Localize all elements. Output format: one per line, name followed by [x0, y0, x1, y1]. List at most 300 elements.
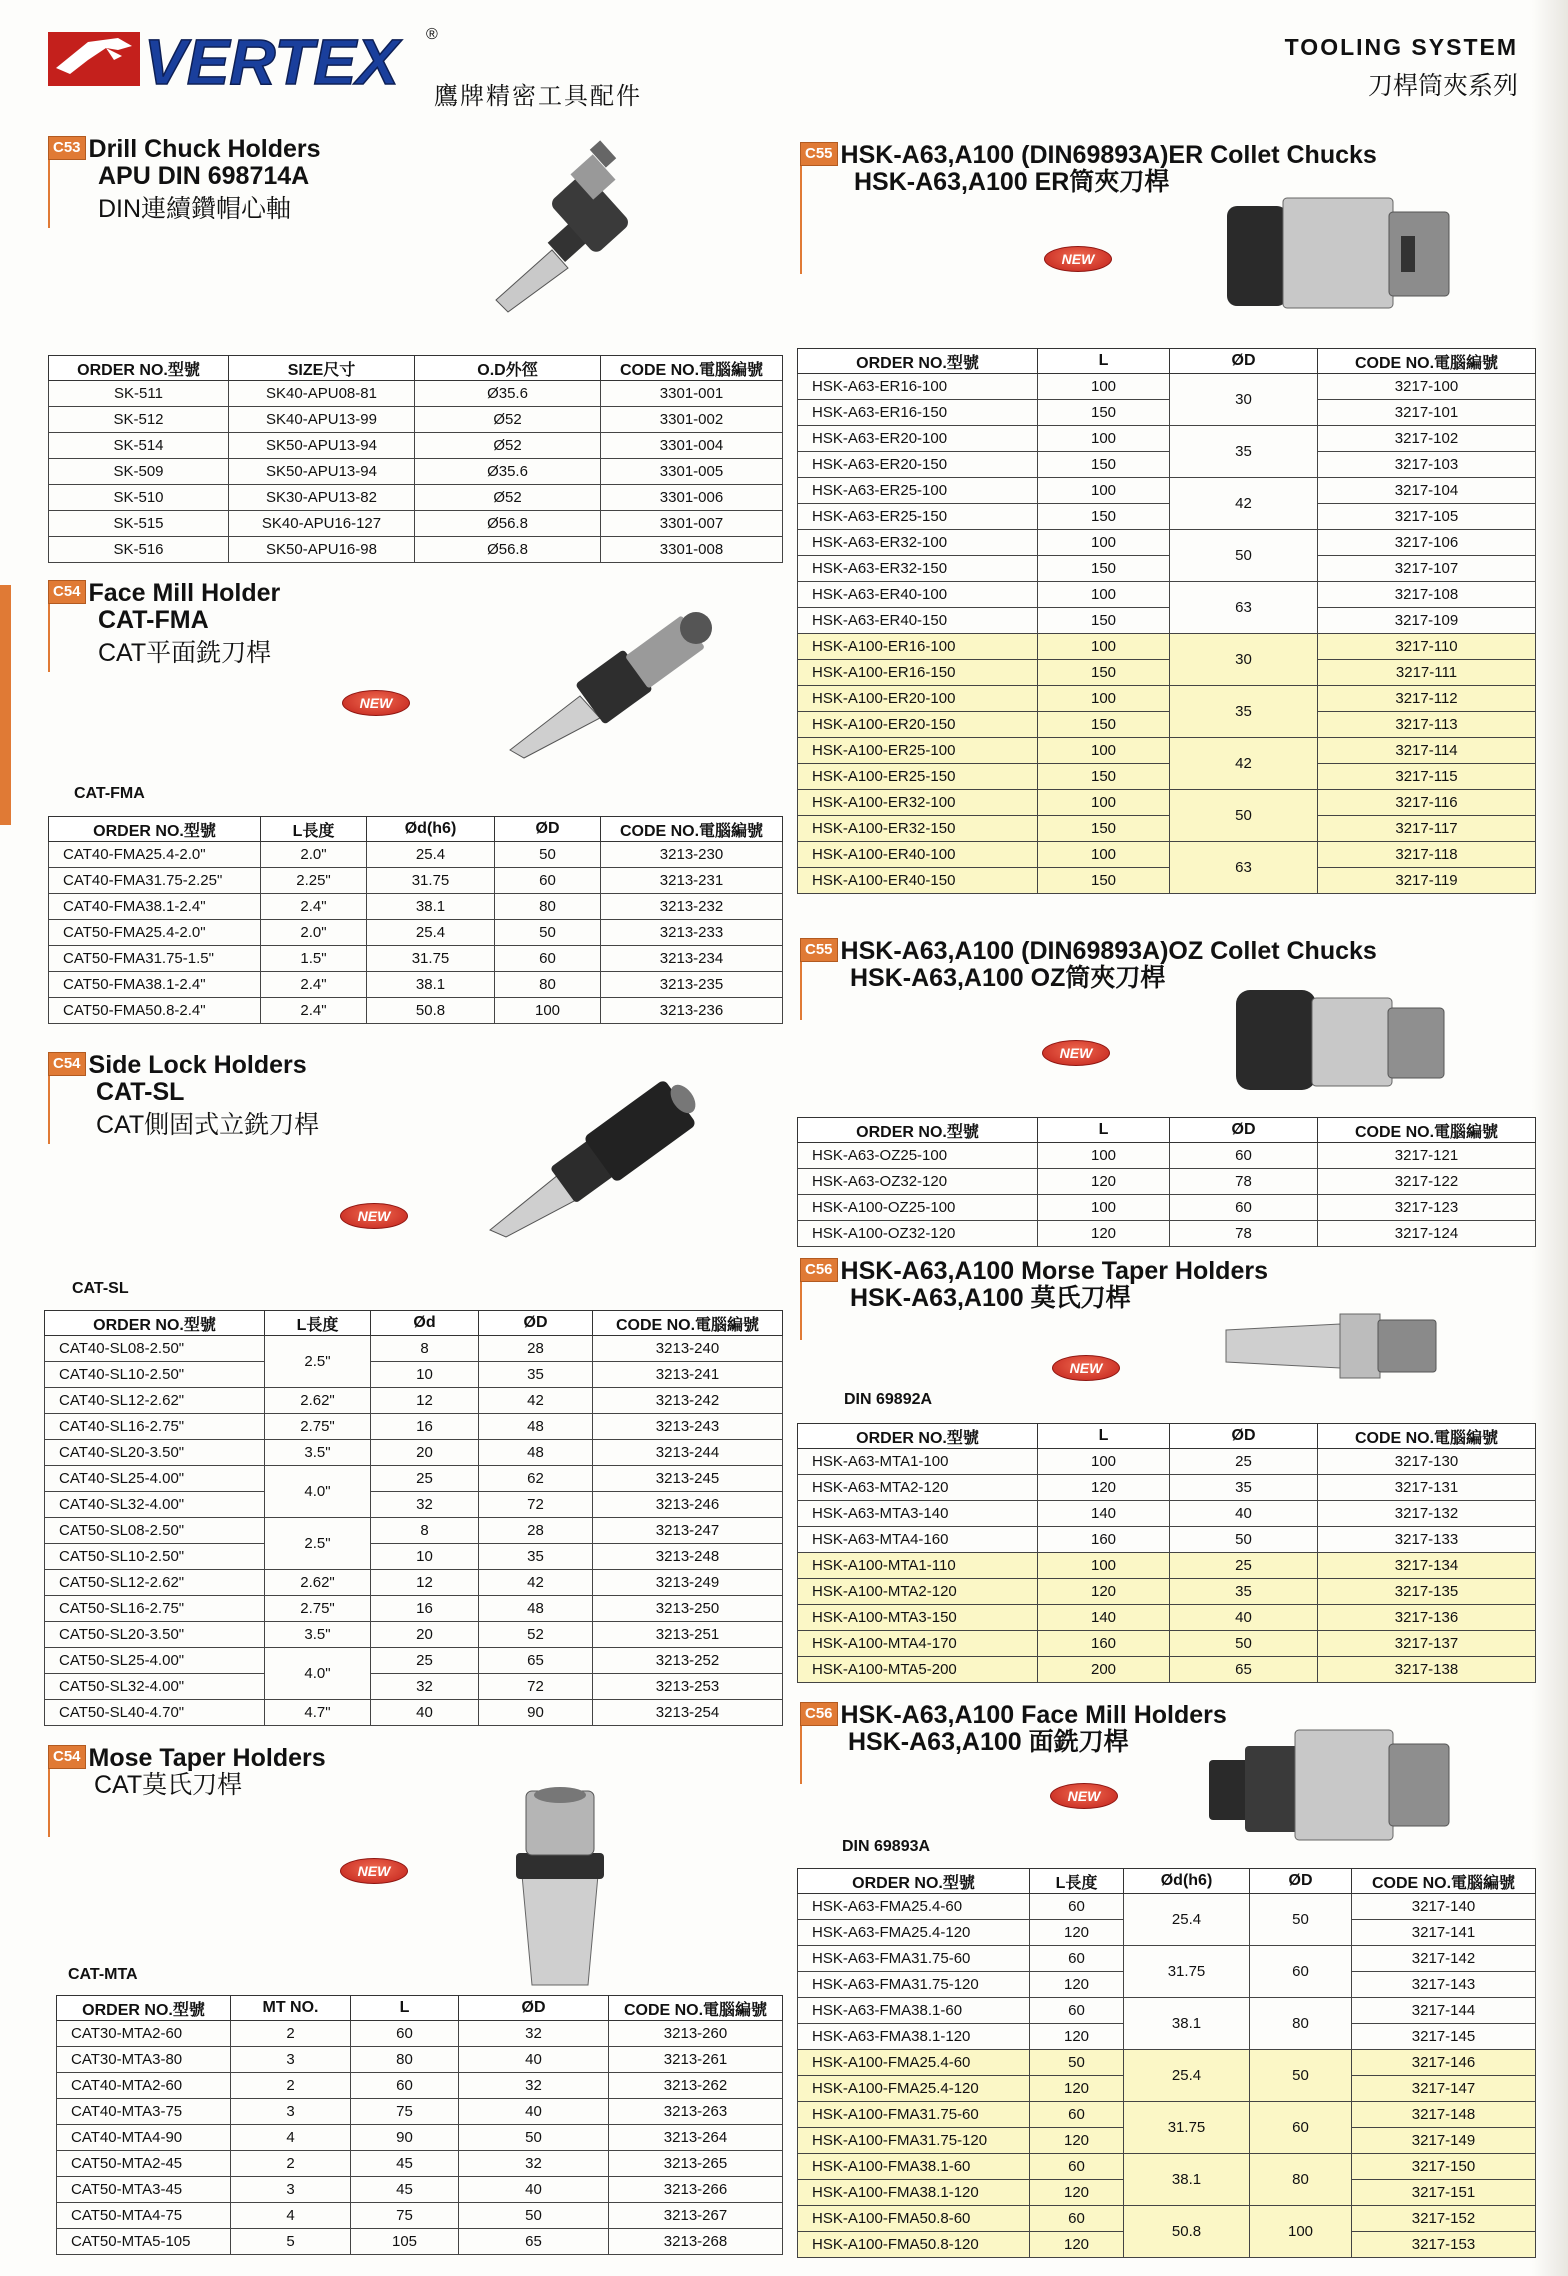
order-no-cell: SK-516	[49, 537, 229, 563]
table-cell: 3213-230	[601, 842, 783, 868]
order-no-cell: CAT40-SL32-4.00"	[45, 1492, 265, 1518]
oz-collet-table	[797, 1117, 1536, 1247]
table-cell: 3217-111	[1318, 660, 1536, 686]
table-cell: Ø35.6	[415, 381, 601, 407]
table-cell: 100	[1038, 1143, 1170, 1169]
order-no-cell: HSK-A100-ER32-100	[798, 790, 1038, 816]
column-header: CODE NO.電腦編號	[593, 1311, 783, 1336]
order-no-cell: CAT50-FMA31.75-1.5"	[49, 946, 261, 972]
table-row	[45, 1492, 783, 1518]
table-row	[798, 2050, 1536, 2076]
table-row	[45, 1414, 783, 1440]
order-no-cell: CAT50-SL40-4.70"	[45, 1700, 265, 1726]
table-cell: 45	[351, 2177, 459, 2203]
table-cell: 35	[1170, 1475, 1318, 1501]
section-bracket	[48, 1767, 58, 1837]
table-row	[798, 1998, 1536, 2024]
column-header: ØD	[459, 1996, 609, 2021]
table-cell: 150	[1038, 400, 1170, 426]
table-cell: 31.75	[367, 868, 495, 894]
table-row	[798, 634, 1536, 660]
table-cell: 3213-253	[593, 1674, 783, 1700]
table-cell: 12	[371, 1388, 479, 1414]
column-header: ØD	[479, 1311, 593, 1336]
order-no-cell: CAT50-SL20-3.50"	[45, 1622, 265, 1648]
table-cell: 3.5"	[265, 1622, 371, 1648]
page-header	[48, 18, 1518, 110]
column-header: ØD	[495, 817, 601, 842]
table-cell: 45	[351, 2151, 459, 2177]
table-cell: 20	[371, 1440, 479, 1466]
table-cell: 3	[231, 2177, 351, 2203]
column-header: SIZE尺寸	[229, 356, 415, 381]
table-cell: 100	[1038, 790, 1170, 816]
table-cell: 50	[495, 842, 601, 868]
section-mose-taper-holders	[48, 1745, 326, 1802]
section-code: C54	[48, 1052, 86, 1076]
table-cell: 63	[1170, 842, 1318, 894]
table-cell: 3213-233	[601, 920, 783, 946]
table-row	[798, 686, 1536, 712]
table-row	[49, 407, 783, 433]
table-row	[798, 1449, 1536, 1475]
table-cell: 3213-244	[593, 1440, 783, 1466]
table-row	[798, 582, 1536, 608]
tooling-system-chinese: 刀桿筒夾系列	[1367, 72, 1518, 100]
hsk-face-mill-image	[1205, 1720, 1455, 1850]
table-cell: 48	[479, 1440, 593, 1466]
table-cell: 2.75"	[265, 1596, 371, 1622]
table-cell: 3217-140	[1352, 1894, 1536, 1920]
table-cell: 50	[1170, 790, 1318, 842]
order-no-cell: HSK-A100-ER40-100	[798, 842, 1038, 868]
table-cell: 2.62"	[265, 1388, 371, 1414]
table-cell: 32	[459, 2073, 609, 2099]
table-cell: 35	[1170, 686, 1318, 738]
order-no-cell: CAT40-MTA2-60	[57, 2073, 231, 2099]
section-chinese-title: CAT側固式立銑刀桿	[96, 1111, 320, 1139]
order-no-cell: HSK-A100-FMA31.75-60	[798, 2102, 1030, 2128]
table-cell: 150	[1038, 712, 1170, 738]
column-header: ORDER NO.型號	[49, 817, 261, 842]
table-cell: 2.62"	[265, 1570, 371, 1596]
table-cell: 32	[459, 2151, 609, 2177]
table-cell: 2	[231, 2151, 351, 2177]
new-badge: NEW	[340, 1858, 408, 1884]
table-cell: 3217-107	[1318, 556, 1536, 582]
table-cell: 120	[1030, 2232, 1124, 2258]
table-cell: 40	[459, 2099, 609, 2125]
column-header: CODE NO.電腦編號	[609, 1996, 783, 2021]
table-subtitle: DIN 69893A	[842, 1838, 931, 1855]
table-cell: 4	[231, 2203, 351, 2229]
table-cell: 150	[1038, 608, 1170, 634]
table-row	[49, 920, 783, 946]
table-cell: 3213-254	[593, 1700, 783, 1726]
table-cell: 105	[351, 2229, 459, 2255]
order-no-cell: HSK-A100-MTA5-200	[798, 1657, 1038, 1683]
order-no-cell: HSK-A63-OZ32-120	[798, 1169, 1038, 1195]
order-no-cell: HSK-A100-MTA4-170	[798, 1631, 1038, 1657]
order-no-cell: HSK-A100-ER16-100	[798, 634, 1038, 660]
table-row	[45, 1518, 783, 1544]
new-badge: NEW	[1050, 1783, 1118, 1809]
table-cell: 3213-236	[601, 998, 783, 1024]
table-cell: 2.0"	[261, 920, 367, 946]
table-cell: SK30-APU13-82	[229, 485, 415, 511]
table-cell: 3217-122	[1318, 1169, 1536, 1195]
table-cell: 3217-146	[1352, 2050, 1536, 2076]
table-cell: 90	[351, 2125, 459, 2151]
table-cell: Ø52	[415, 485, 601, 511]
table-row	[798, 1946, 1536, 1972]
order-no-cell: CAT40-MTA4-90	[57, 2125, 231, 2151]
table-cell: 42	[1170, 738, 1318, 790]
table-cell: 100	[1038, 634, 1170, 660]
table-cell: 3301-007	[601, 511, 783, 537]
table-cell: 60	[1030, 2102, 1124, 2128]
table-cell: 3213-231	[601, 868, 783, 894]
order-no-cell: HSK-A100-ER20-150	[798, 712, 1038, 738]
table-cell: 80	[351, 2047, 459, 2073]
table-cell: SK50-APU13-94	[229, 459, 415, 485]
order-no-cell: HSK-A63-ER32-100	[798, 530, 1038, 556]
table-cell: 78	[1170, 1169, 1318, 1195]
table-cell: SK40-APU13-99	[229, 407, 415, 433]
column-header: ØD	[1170, 349, 1318, 374]
order-no-cell: CAT40-FMA31.75-2.25"	[49, 868, 261, 894]
table-cell: 5	[231, 2229, 351, 2255]
table-cell: 3.5"	[265, 1440, 371, 1466]
table-cell: 50	[1030, 2050, 1124, 2076]
order-no-cell: CAT50-FMA38.1-2.4"	[49, 972, 261, 998]
order-no-cell: CAT40-SL08-2.50"	[45, 1336, 265, 1362]
table-cell: 3301-002	[601, 407, 783, 433]
table-cell: 150	[1038, 452, 1170, 478]
order-no-cell: CAT50-SL25-4.00"	[45, 1648, 265, 1674]
table-cell: 3213-251	[593, 1622, 783, 1648]
table-cell: 60	[1030, 2206, 1124, 2232]
section-title: HSK-A63,A100 Morse Taper Holders	[840, 1257, 1268, 1285]
order-no-cell: CAT40-MTA3-75	[57, 2099, 231, 2125]
column-header: ORDER NO.型號	[45, 1311, 265, 1336]
order-no-cell: HSK-A100-FMA38.1-60	[798, 2154, 1030, 2180]
page-gutter	[1532, 0, 1568, 2276]
order-no-cell: CAT40-FMA25.4-2.0"	[49, 842, 261, 868]
table-row	[798, 452, 1536, 478]
column-header: L長度	[265, 1311, 371, 1336]
table-subtitle: DIN 69892A	[844, 1391, 933, 1408]
table-cell: 8	[371, 1518, 479, 1544]
table-cell: 75	[351, 2099, 459, 2125]
table-cell: 80	[1250, 2154, 1352, 2206]
table-cell: 3217-102	[1318, 426, 1536, 452]
table-row	[49, 894, 783, 920]
table-cell: 3217-106	[1318, 530, 1536, 556]
table-cell: 30	[1170, 374, 1318, 426]
table-cell: 100	[1038, 1195, 1170, 1221]
order-no-cell: HSK-A63-ER16-100	[798, 374, 1038, 400]
order-no-cell: HSK-A63-MTA4-160	[798, 1527, 1038, 1553]
section-code: C56	[800, 1258, 838, 1282]
section-bracket	[48, 158, 58, 228]
table-cell: 42	[479, 1570, 593, 1596]
table-cell: 100	[1038, 738, 1170, 764]
table-row	[57, 2177, 783, 2203]
face-mill-table	[48, 816, 783, 1024]
hsk-morse-taper-table	[797, 1423, 1536, 1683]
table-cell: 3213-262	[609, 2073, 783, 2099]
table-cell: 150	[1038, 868, 1170, 894]
mose-taper-holder-image	[480, 1775, 640, 1995]
order-no-cell: CAT40-SL25-4.00"	[45, 1466, 265, 1492]
table-cell: 2.25"	[261, 868, 367, 894]
table-cell: 40	[459, 2047, 609, 2073]
table-cell: 3217-143	[1352, 1972, 1536, 1998]
table-cell: 3217-110	[1318, 634, 1536, 660]
table-row	[49, 485, 783, 511]
table-cell: 48	[479, 1414, 593, 1440]
table-cell: 3217-144	[1352, 1998, 1536, 2024]
order-no-cell: HSK-A100-FMA38.1-120	[798, 2180, 1030, 2206]
section-bracket	[800, 960, 810, 1020]
table-cell: 2.5"	[265, 1518, 371, 1570]
section-bracket	[48, 1074, 58, 1144]
new-badge: NEW	[1052, 1355, 1120, 1381]
table-row	[49, 433, 783, 459]
order-no-cell: SK-512	[49, 407, 229, 433]
table-row	[798, 374, 1536, 400]
table-cell: 3213-265	[609, 2151, 783, 2177]
table-cell: 90	[479, 1700, 593, 1726]
table-row	[798, 712, 1536, 738]
section-chinese-title: DIN連續鑽帽心軸	[98, 195, 292, 223]
table-cell: 60	[1170, 1143, 1318, 1169]
table-row	[45, 1700, 783, 1726]
column-header: ORDER NO.型號	[49, 356, 229, 381]
table-cell: 12	[371, 1570, 479, 1596]
column-header: ORDER NO.型號	[798, 1424, 1038, 1449]
table-cell: 3217-119	[1318, 868, 1536, 894]
table-subtitle: CAT-MTA	[68, 1966, 138, 1983]
table-cell: 31.75	[1124, 2102, 1250, 2154]
table-cell: 65	[1170, 1657, 1318, 1683]
er-collet-table	[797, 348, 1536, 894]
table-cell: 50	[1170, 1527, 1318, 1553]
er-collet-chuck-image	[1225, 192, 1455, 317]
table-subtitle: CAT-SL	[72, 1280, 129, 1297]
table-cell: 80	[1250, 1998, 1352, 2050]
table-cell: 3213-240	[593, 1336, 783, 1362]
table-cell: 3217-153	[1352, 2232, 1536, 2258]
table-cell: 25	[371, 1648, 479, 1674]
table-cell: Ø56.8	[415, 537, 601, 563]
table-cell: 120	[1038, 1579, 1170, 1605]
table-cell: 65	[479, 1648, 593, 1674]
table-cell: 4.7"	[265, 1700, 371, 1726]
table-row	[798, 556, 1536, 582]
order-no-cell: HSK-A63-MTA1-100	[798, 1449, 1038, 1475]
table-cell: Ø56.8	[415, 511, 601, 537]
column-header: L長度	[261, 817, 367, 842]
table-row	[45, 1596, 783, 1622]
table-row	[798, 660, 1536, 686]
section-subtitle: HSK-A63,A100 面銑刀桿	[848, 1728, 1129, 1756]
table-cell: 3217-145	[1352, 2024, 1536, 2050]
table-row	[798, 1657, 1536, 1683]
column-header: L	[351, 1996, 459, 2021]
order-no-cell: HSK-A63-ER32-150	[798, 556, 1038, 582]
table-row	[798, 400, 1536, 426]
table-cell: 32	[371, 1674, 479, 1700]
table-cell: 80	[495, 894, 601, 920]
table-cell: 50	[459, 2125, 609, 2151]
table-cell: 160	[1038, 1631, 1170, 1657]
table-cell: 60	[1030, 1894, 1124, 1920]
table-cell: 40	[1170, 1605, 1318, 1631]
column-header: Ød(h6)	[1124, 1869, 1250, 1894]
table-row	[45, 1622, 783, 1648]
table-cell: 3217-101	[1318, 400, 1536, 426]
side-lock-table	[44, 1310, 783, 1726]
table-cell: 3217-135	[1318, 1579, 1536, 1605]
table-cell: 16	[371, 1414, 479, 1440]
table-row	[45, 1570, 783, 1596]
table-cell: 25.4	[1124, 2050, 1250, 2102]
order-no-cell: CAT50-FMA50.8-2.4"	[49, 998, 261, 1024]
table-cell: 120	[1030, 2180, 1124, 2206]
table-cell: 60	[1030, 2154, 1124, 2180]
table-cell: 10	[371, 1362, 479, 1388]
table-cell: 120	[1030, 2076, 1124, 2102]
table-cell: 80	[495, 972, 601, 998]
table-cell: 1.5"	[261, 946, 367, 972]
table-cell: 50.8	[1124, 2206, 1250, 2258]
table-cell: 50.8	[367, 998, 495, 1024]
order-no-cell: HSK-A63-MTA3-140	[798, 1501, 1038, 1527]
table-row	[798, 1579, 1536, 1605]
table-cell: 200	[1038, 1657, 1170, 1683]
order-no-cell: HSK-A100-ER25-150	[798, 764, 1038, 790]
order-no-cell: HSK-A63-FMA25.4-60	[798, 1894, 1030, 1920]
drill-chuck-holder-image	[482, 130, 642, 315]
table-cell: 3213-268	[609, 2229, 783, 2255]
table-cell: 3217-138	[1318, 1657, 1536, 1683]
table-cell: 31.75	[1124, 1946, 1250, 1998]
new-badge: NEW	[1044, 246, 1112, 272]
table-row	[57, 2021, 783, 2047]
table-cell: 160	[1038, 1527, 1170, 1553]
table-row	[798, 764, 1536, 790]
table-row	[798, 1169, 1536, 1195]
order-no-cell: HSK-A63-ER40-150	[798, 608, 1038, 634]
section-drill-chuck-holders	[48, 136, 321, 226]
table-cell: 60	[495, 868, 601, 894]
table-cell: 40	[1170, 1501, 1318, 1527]
table-row	[798, 1143, 1536, 1169]
table-cell: 50	[1170, 1631, 1318, 1657]
table-cell: 3	[231, 2099, 351, 2125]
table-cell: 50	[1250, 1894, 1352, 1946]
table-row	[798, 2102, 1536, 2128]
table-cell: 2.4"	[261, 894, 367, 920]
order-no-cell: SK-509	[49, 459, 229, 485]
table-cell: 25.4	[367, 920, 495, 946]
section-subtitle: CAT-FMA	[98, 606, 209, 634]
table-row	[798, 1501, 1536, 1527]
table-cell: 3217-142	[1352, 1946, 1536, 1972]
column-header: CODE NO.電腦編號	[601, 817, 783, 842]
column-header: O.D外徑	[415, 356, 601, 381]
order-no-cell: CAT50-MTA2-45	[57, 2151, 231, 2177]
table-cell: 60	[1250, 2102, 1352, 2154]
section-title: HSK-A63,A100 (DIN69893A)ER Collet Chucks	[840, 141, 1377, 169]
table-cell: 38.1	[367, 894, 495, 920]
order-no-cell: CAT30-MTA2-60	[57, 2021, 231, 2047]
table-row	[45, 1362, 783, 1388]
table-cell: 3217-148	[1352, 2102, 1536, 2128]
table-cell: 3301-005	[601, 459, 783, 485]
column-header: ØD	[1170, 1118, 1318, 1143]
column-header: ORDER NO.型號	[798, 1869, 1030, 1894]
table-cell: 72	[479, 1492, 593, 1518]
section-subtitle: APU DIN 698714A	[98, 162, 310, 190]
table-cell: 3213-247	[593, 1518, 783, 1544]
table-row	[798, 842, 1536, 868]
table-cell: 150	[1038, 816, 1170, 842]
section-bracket	[800, 1724, 810, 1784]
section-title: Mose Taper Holders	[88, 1744, 326, 1772]
section-code: C54	[48, 1745, 86, 1769]
table-cell: 3217-141	[1352, 1920, 1536, 1946]
table-row	[798, 1605, 1536, 1631]
order-no-cell: HSK-A63-OZ25-100	[798, 1143, 1038, 1169]
table-row	[798, 2206, 1536, 2232]
order-no-cell: CAT50-FMA25.4-2.0"	[49, 920, 261, 946]
table-cell: 25	[1170, 1553, 1318, 1579]
order-no-cell: HSK-A100-FMA31.75-120	[798, 2128, 1030, 2154]
table-cell: 100	[1038, 1449, 1170, 1475]
table-cell: 3217-123	[1318, 1195, 1536, 1221]
table-cell: 52	[479, 1622, 593, 1648]
table-cell: 42	[479, 1388, 593, 1414]
table-cell: 3301-006	[601, 485, 783, 511]
brand-chinese-name: 鷹牌精密工具配件	[434, 83, 642, 110]
order-no-cell: HSK-A100-ER25-100	[798, 738, 1038, 764]
table-cell: 32	[371, 1492, 479, 1518]
table-row	[45, 1648, 783, 1674]
table-row	[57, 2203, 783, 2229]
table-cell: 2	[231, 2073, 351, 2099]
table-cell: 150	[1038, 764, 1170, 790]
table-cell: Ø52	[415, 433, 601, 459]
table-row	[798, 738, 1536, 764]
order-no-cell: CAT50-SL16-2.75"	[45, 1596, 265, 1622]
table-cell: 3217-117	[1318, 816, 1536, 842]
table-cell: 35	[479, 1362, 593, 1388]
table-cell: 3217-108	[1318, 582, 1536, 608]
order-no-cell: HSK-A100-FMA50.8-120	[798, 2232, 1030, 2258]
order-no-cell: HSK-A100-ER40-150	[798, 868, 1038, 894]
column-header: MT NO.	[231, 1996, 351, 2021]
order-no-cell: HSK-A100-FMA25.4-120	[798, 2076, 1030, 2102]
new-badge: NEW	[340, 1203, 408, 1229]
table-cell: 3217-118	[1318, 842, 1536, 868]
table-cell: 60	[1250, 1946, 1352, 1998]
table-cell: 3301-008	[601, 537, 783, 563]
table-cell: 120	[1038, 1169, 1170, 1195]
table-cell: 30	[1170, 634, 1318, 686]
